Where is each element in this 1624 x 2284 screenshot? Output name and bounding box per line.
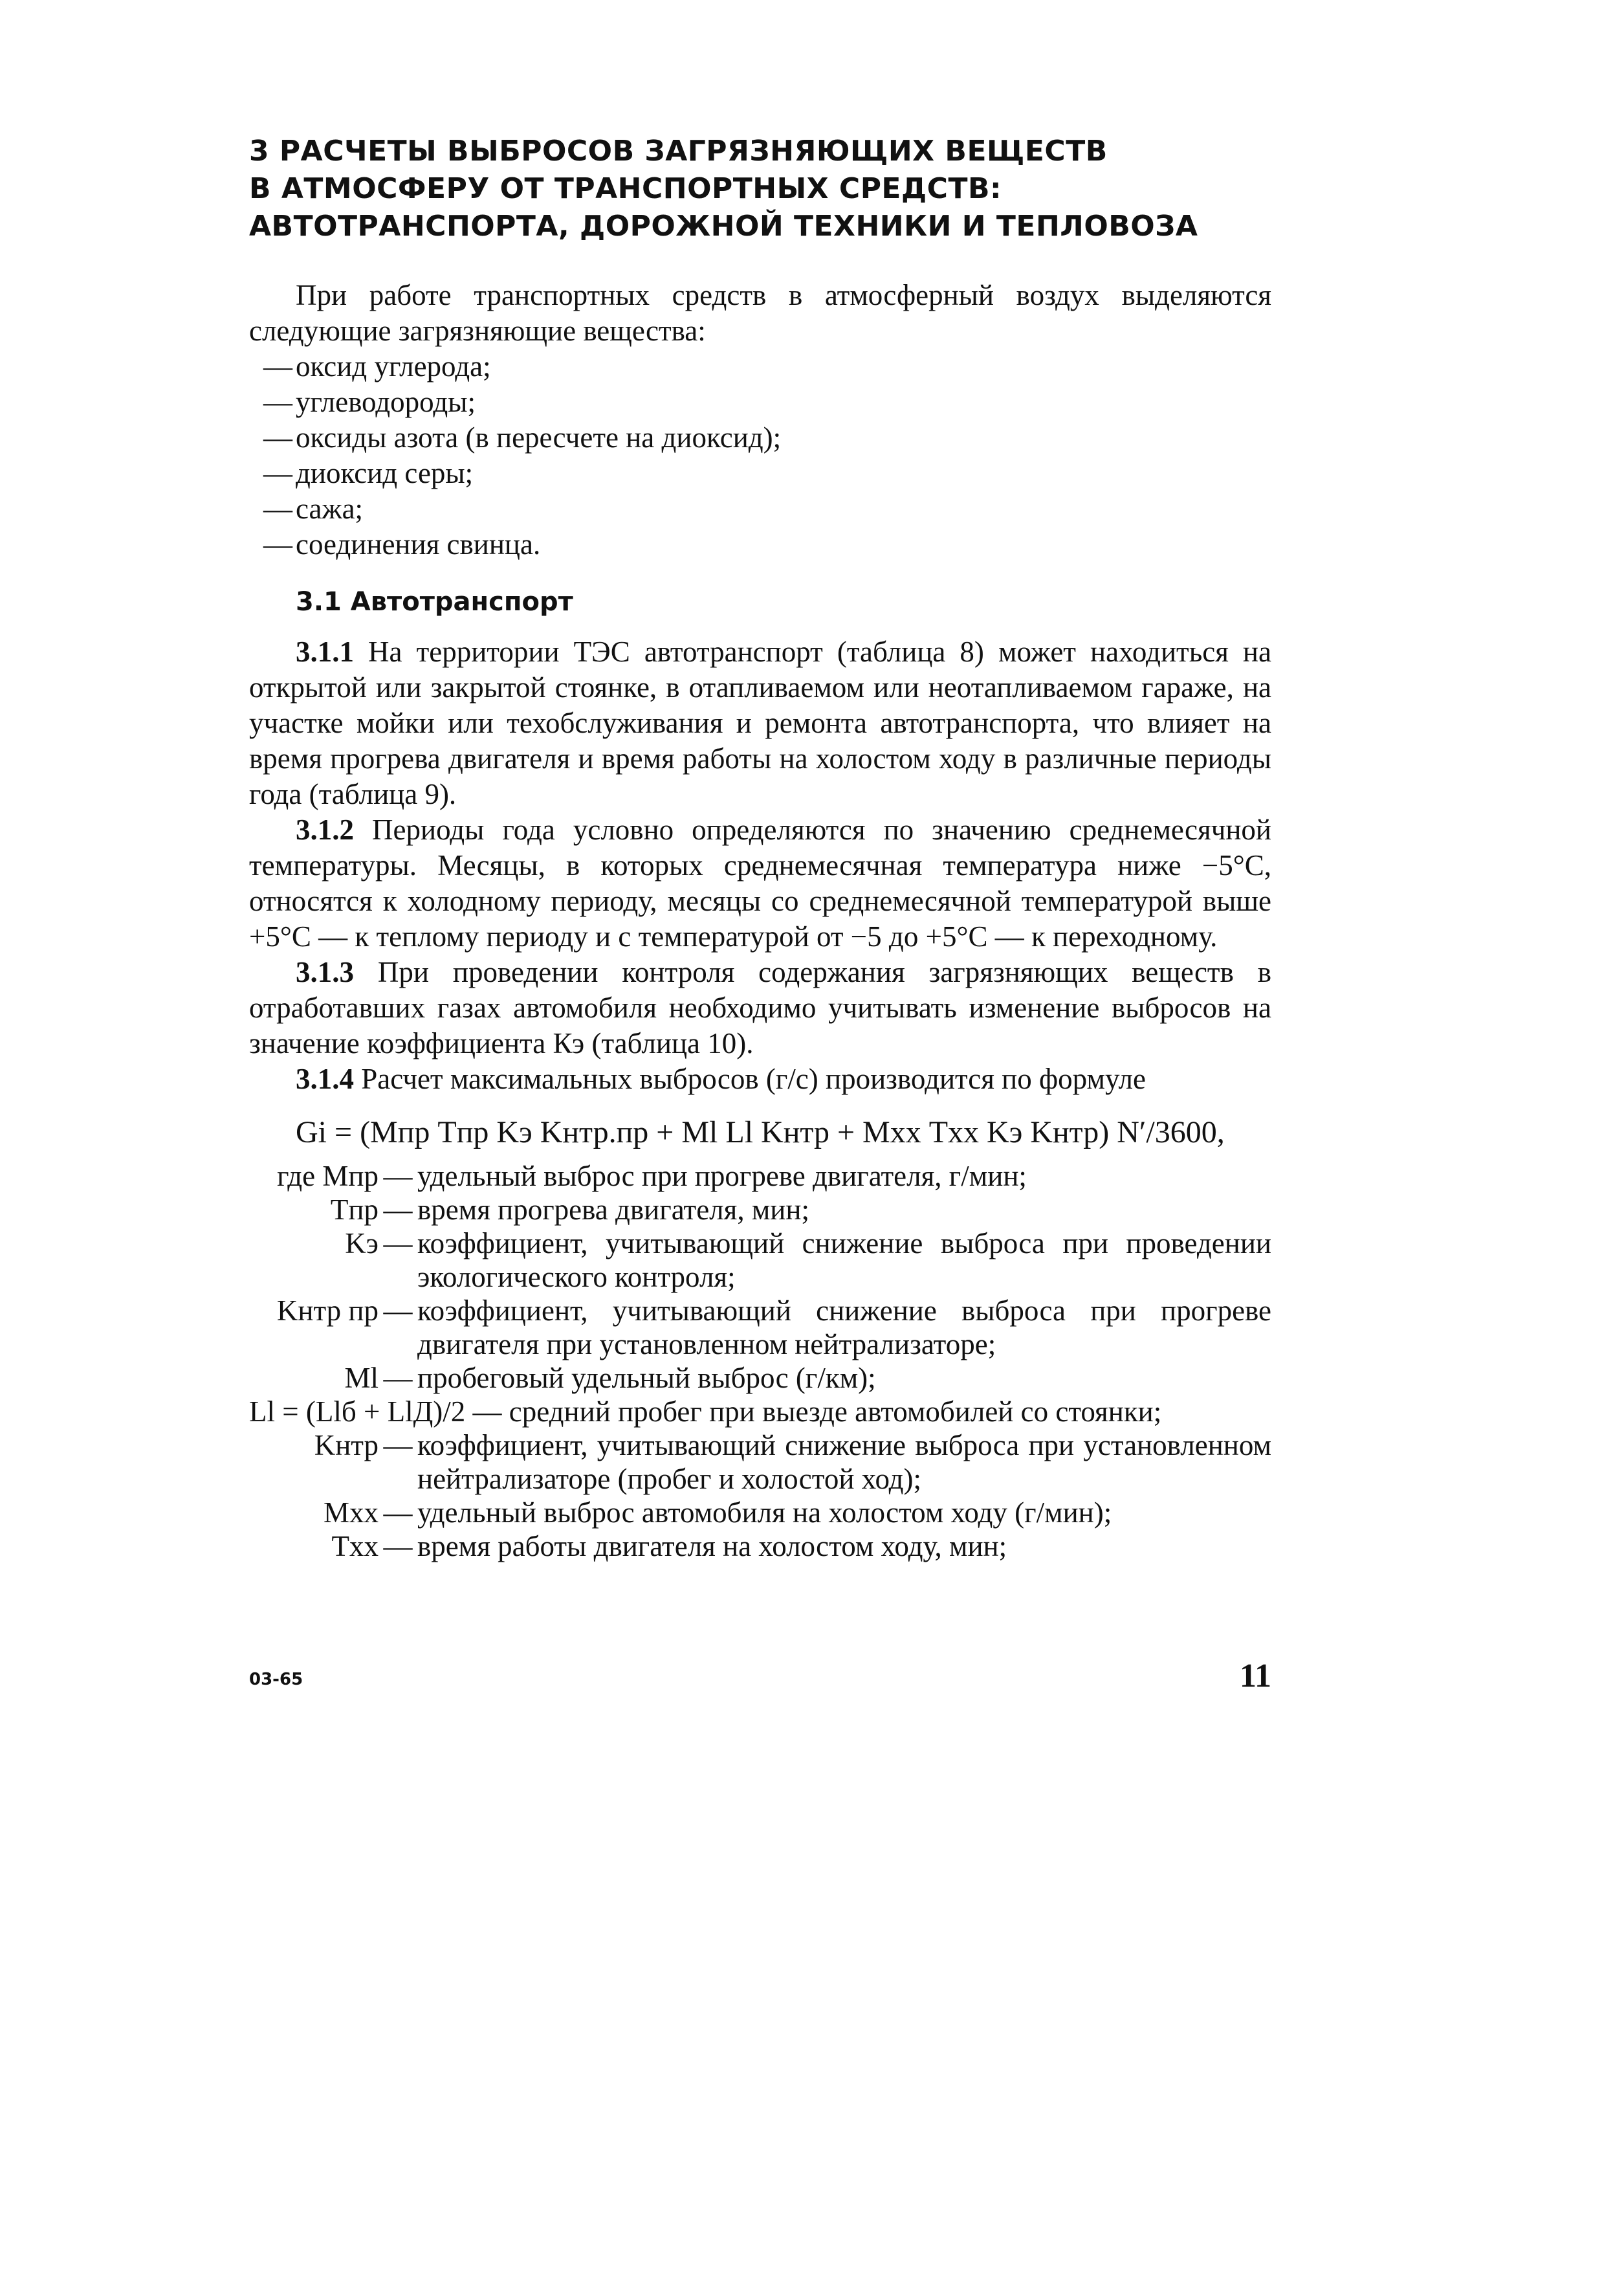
definition-row bbox=[249, 1529, 1271, 1563]
definition-text: коэффициент, учитывающий снижение выброса при установленном нейтрализаторе (пробег и холостой ход); bbox=[417, 1429, 1271, 1495]
paragraph-text: На территории ТЭС автотранспорт (таблица 8) может находиться на открытой или закрытой стоянке, в отапливаемом или неотапливаемом гараже, на участке мойки или техобслуживания и ремонта автотранспорта, что влияет на время прогрева двигателя и время работы на холостом ходу в различные периоды года (таблица 9). bbox=[249, 636, 1271, 810]
intro-paragraph: При работе транспортных средств в атмосферный воздух выделяются следующие загрязняющие вещества: bbox=[249, 279, 1271, 347]
definition-row bbox=[249, 1428, 1271, 1496]
section-heading: 3.1 Автотранспорт bbox=[296, 587, 573, 617]
definition-symbol: Ml bbox=[344, 1362, 379, 1394]
definition-dash: — bbox=[383, 1227, 413, 1259]
definition-symbol: Tхх bbox=[331, 1530, 379, 1562]
list-item: — диоксид серы; bbox=[249, 456, 1271, 491]
definition-row bbox=[249, 1361, 1271, 1395]
definition-text: коэффициент, учитывающий снижение выброса при прогреве двигателя при установленном нейтрализаторе; bbox=[417, 1294, 1271, 1360]
definition-symbol: Kнтр bbox=[314, 1429, 379, 1461]
clause-number: 3.1.3 bbox=[296, 956, 354, 988]
definition-dash: — bbox=[383, 1496, 413, 1529]
paragraph-3-1-4 bbox=[249, 1061, 1271, 1097]
definition-row bbox=[249, 1193, 1271, 1226]
page-footer bbox=[249, 1658, 1271, 1694]
list-item: — оксид углерода; bbox=[249, 349, 1271, 384]
definition-dash: — bbox=[383, 1160, 413, 1192]
definition-dash: — bbox=[383, 1193, 413, 1226]
dash-marker: — bbox=[263, 493, 292, 525]
definition-dash: — bbox=[383, 1362, 413, 1394]
chapter-title-line: АВТОТРАНСПОРТА, ДОРОЖНОЙ ТЕХНИКИ И ТЕПЛОВОЗА bbox=[249, 210, 1198, 243]
paragraph-3-1-3 bbox=[249, 955, 1271, 1061]
dash-marker: — bbox=[263, 350, 292, 383]
definition-text: время прогрева двигателя, мин; bbox=[417, 1193, 809, 1226]
definition-symbol: где Mпр bbox=[277, 1160, 379, 1192]
chapter-title-line: 3 РАСЧЕТЫ ВЫБРОСОВ ЗАГРЯЗНЯЮЩИХ ВЕЩЕСТВ bbox=[249, 135, 1108, 168]
clause-number: 3.1.2 bbox=[296, 814, 354, 846]
definition-symbol: Kнтр пр bbox=[276, 1294, 379, 1327]
pollutant-list bbox=[249, 349, 1271, 562]
definition-text: коэффициент, учитывающий снижение выброса при проведении экологического контроля; bbox=[417, 1227, 1271, 1293]
mileage-definition: Ll = (Llб + LlД)/2 — средний пробег при выезде автомобилей со стоянки; bbox=[249, 1395, 1162, 1428]
paragraph-3-1-2 bbox=[249, 812, 1271, 955]
chapter-title bbox=[249, 133, 1271, 245]
list-item: — углеводороды; bbox=[249, 384, 1271, 420]
definition-dash: — bbox=[383, 1429, 413, 1461]
page-content bbox=[249, 133, 1271, 1563]
definition-dash: — bbox=[383, 1530, 413, 1562]
dash-marker: — bbox=[263, 528, 292, 560]
dash-marker: — bbox=[263, 386, 292, 418]
definition-symbol: Tпр bbox=[330, 1193, 379, 1226]
clause-number: 3.1.1 bbox=[296, 636, 354, 668]
definition-text: время работы двигателя на холостом ходу, мин; bbox=[417, 1530, 1007, 1562]
definition-text: удельный выброс при прогреве двигателя, г/мин; bbox=[417, 1160, 1027, 1192]
definition-text: удельный выброс автомобиля на холостом ходу (г/мин); bbox=[417, 1496, 1112, 1529]
dash-marker: — bbox=[263, 421, 292, 454]
paragraph-text: При проведении контроля содержания загрязняющих веществ в отработавших газах автомобиля необходимо учитывать изменение выбросов на значение коэффициента Кэ (таблица 10). bbox=[249, 956, 1271, 1059]
formula-definitions bbox=[249, 1159, 1271, 1563]
paragraph-text: Расчет максимальных выбросов (г/с) производится по формуле bbox=[354, 1063, 1146, 1095]
dash-marker: — bbox=[263, 457, 292, 489]
definition-row bbox=[249, 1226, 1271, 1294]
definition-row bbox=[249, 1496, 1271, 1529]
paragraph-text: Периоды года условно определяются по значению среднемесячной температуры. Месяцы, в которых среднемесячная температура ниже −5°С, относятся к холодному периоду, месяцы со среднемесячной температурой выше +5°С — к теплому периоду и с температурой от −5 до +5°С — к переходному. bbox=[249, 814, 1271, 953]
page-number: 11 bbox=[1239, 1658, 1271, 1694]
paragraph-3-1-1 bbox=[249, 634, 1271, 812]
emission-formula: Gi = (Mпр Tпр Kэ Kнтр.пр + Ml Ll Kнтр + Mхх Tхх Kэ Kнтр) N′/3600, bbox=[296, 1115, 1225, 1149]
list-item: — сажа; bbox=[249, 491, 1271, 527]
list-item: — соединения свинца. bbox=[249, 527, 1271, 562]
definition-row bbox=[249, 1294, 1271, 1361]
clause-number: 3.1.4 bbox=[296, 1063, 354, 1095]
chapter-title-line: В АТМОСФЕРУ ОТ ТРАНСПОРТНЫХ СРЕДСТВ: bbox=[249, 172, 1002, 205]
definition-symbol: Kэ bbox=[345, 1227, 379, 1259]
definition-symbol: Mхх bbox=[323, 1496, 379, 1529]
definition-row bbox=[249, 1159, 1271, 1193]
list-item: — оксиды азота (в пересчете на диоксид); bbox=[249, 420, 1271, 456]
document-code: 03-65 bbox=[249, 1670, 303, 1689]
definition-dash: — bbox=[383, 1294, 413, 1327]
definition-row-mileage bbox=[249, 1395, 1271, 1428]
definition-text: пробеговый удельный выброс (г/км); bbox=[417, 1362, 876, 1394]
